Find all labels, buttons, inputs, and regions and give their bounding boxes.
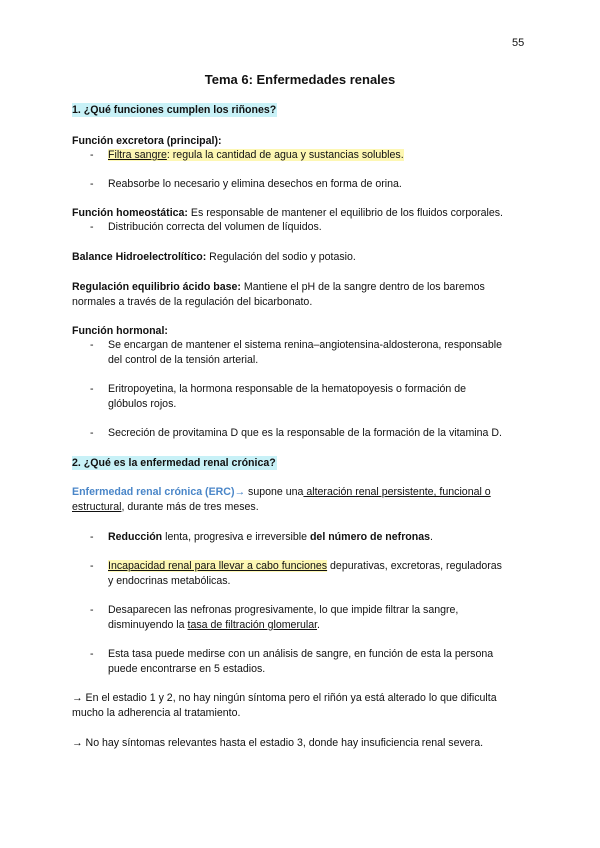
erc-definition-line-2: estructural, durante más de tres meses. [72,501,259,513]
hormonal-bullet-2-line-2: glóbulos rojos. [108,398,177,410]
erc-definition-line-1: Enfermedad renal crónica (ERC)→ supone una alteración renal persistente, funcional o [72,486,491,498]
erc-bullet-1: Reducción lenta, progresiva e irreversible del número de nefronas. [108,531,433,543]
erc-bullet-2-line-1: Incapacidad renal para llevar a cabo funciones depurativas, excretoras, reguladoras [108,560,502,572]
erc-bullet-3-line-1: Desaparecen las nefronas progresivamente, lo que impide filtrar la sangre, [108,604,459,616]
bullet-marker: - [90,648,94,660]
page-title: Tema 6: Enfermedades renales [204,72,396,87]
bullet-marker: - [90,383,94,395]
erc-bullet-3-line-2: disminuyendo la tasa de filtración glomerular. [108,619,320,631]
bullet-marker: - [90,178,94,190]
note-2: → No hay síntomas relevantes hasta el estadio 3, donde hay insuficiencia renal severa. [72,737,484,749]
note-1-line-2: mucho la adherencia al tratamiento. [72,707,241,719]
acidobase-paragraph-line-1: Regulación equilibrio ácido base: Mantiene el pH de la sangre dentro de los baremos [72,281,485,293]
erc-bullet-2-line-2: y endocrinas metabólicas. [108,575,231,587]
bullet-marker: - [90,531,94,543]
question-2-heading: 2. ¿Qué es la enfermedad renal crónica? [72,457,276,469]
erc-bullet-4-line-2: puede encontrarse en 5 estadios. [108,663,266,675]
hormonal-bullet-1-line-2: del control de la tensión arterial. [108,354,259,366]
bullet-marker: - [90,560,94,572]
excretora-heading: Función excretora (principal): [72,135,222,147]
erc-bullet-4-line-1: Esta tasa puede medirse con un análisis de sangre, en función de esta la persona [108,648,494,660]
page-number: 55 [512,37,525,49]
bullet-marker: - [90,604,94,616]
bullet-marker: - [90,427,94,439]
bullet-marker: - [90,339,94,351]
bullet-marker: - [90,149,94,161]
hormonal-bullet-1-line-1: Se encargan de mantener el sistema renina–angiotensina-aldosterona, responsable [108,339,502,351]
question-1-heading: 1. ¿Qué funciones cumplen los riñones? [72,104,277,116]
note-1-line-1: → En el estadio 1 y 2, no hay ningún síntoma pero el riñón ya está alterado lo que dificulta [72,692,497,704]
hormonal-heading: Función hormonal: [72,325,168,337]
hormonal-bullet-2-line-1: Eritropoyetina, la hormona responsable de la hematopoyesis o formación de [108,383,467,395]
excretora-bullet-1: Filtra sangre: regula la cantidad de agua y sustancias solubles. [108,149,404,161]
excretora-bullet-2: Reabsorbe lo necesario y elimina desechos en forma de orina. [108,178,402,190]
homeostatica-paragraph: Función homeostática: Es responsable de mantener el equilibrio de los fluidos corporales. [72,207,504,219]
bullet-marker: - [90,221,94,233]
acidobase-paragraph-line-2: normales a través de la regulación del bicarbonato. [72,296,313,308]
balance-paragraph: Balance Hidroelectrolítico: Regulación del sodio y potasio. [72,251,356,263]
hormonal-bullet-3: Secreción de provitamina D que es la responsable de la formación de la vitamina D. [108,427,502,439]
homeostatica-bullet-1: Distribución correcta del volumen de líquidos. [108,221,322,233]
